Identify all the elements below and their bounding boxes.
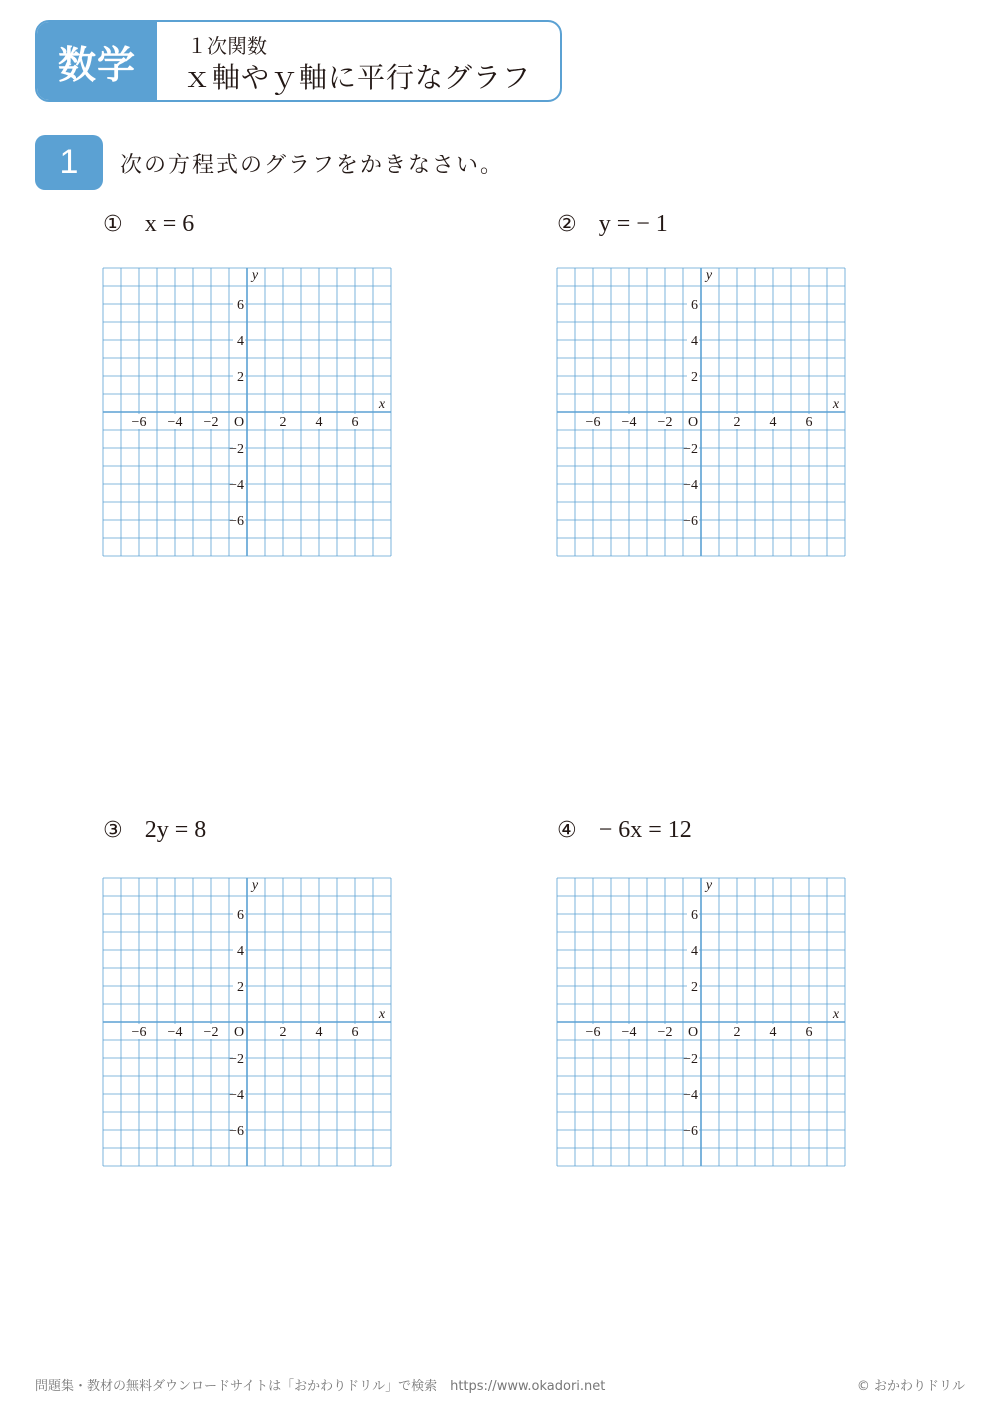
problem-2 — [557, 211, 668, 238]
coordinate-grid[interactable] — [557, 268, 845, 556]
question-instruction: 次の方程式のグラフをかきなさい。 — [120, 153, 505, 178]
topic-title: ｘ軸やｙ軸に平行なグラフ — [183, 61, 532, 94]
subject-label: 数学 — [37, 22, 157, 100]
x-tick-label: 4 — [315, 1025, 323, 1040]
x-tick-label: 6 — [805, 415, 813, 430]
x-tick-label: −2 — [657, 1025, 673, 1040]
problem-number: ③ — [103, 818, 123, 843]
origin-label: O — [233, 1025, 245, 1040]
y-tick-label: 6 — [237, 298, 244, 313]
x-tick-label: 4 — [769, 1025, 777, 1040]
x-tick-label: −6 — [131, 1025, 147, 1040]
x-axis-label: x — [378, 397, 386, 412]
y-tick-label: 2 — [691, 980, 698, 995]
y-tick-label: −2 — [683, 442, 698, 457]
y-tick-label: 4 — [237, 334, 244, 349]
problem-number: ② — [557, 212, 577, 237]
y-tick-label: −6 — [683, 514, 698, 529]
origin-label: O — [687, 1025, 699, 1040]
origin-label: O — [233, 415, 245, 430]
x-tick-label: −4 — [167, 415, 183, 430]
origin-label: O — [687, 415, 699, 430]
x-tick-label: −6 — [585, 415, 601, 430]
problem-3 — [103, 817, 206, 844]
y-tick-label: −4 — [683, 1088, 698, 1103]
y-tick-label: 4 — [691, 334, 698, 349]
problem-number: ① — [103, 212, 123, 237]
y-tick-label: −6 — [229, 1124, 244, 1139]
footer-copyright: © おかわりドリル — [856, 1379, 965, 1394]
y-axis-label: y — [251, 268, 259, 283]
x-axis-label: x — [378, 1007, 386, 1022]
x-axis-label: x — [832, 1007, 840, 1022]
problem-equation: − 6x = 12 — [598, 817, 692, 843]
x-tick-label: −4 — [621, 1025, 637, 1040]
y-tick-label: −2 — [229, 1052, 244, 1067]
y-tick-label: −2 — [229, 442, 244, 457]
y-tick-label: −4 — [229, 1088, 244, 1103]
x-tick-label: −6 — [131, 415, 147, 430]
problem-number: ④ — [557, 818, 577, 843]
y-tick-label: 6 — [691, 298, 698, 313]
y-tick-label: −4 — [683, 478, 698, 493]
y-tick-label: 6 — [691, 908, 698, 923]
x-tick-label: −2 — [657, 415, 673, 430]
x-tick-label: −4 — [621, 415, 637, 430]
x-axis-label: x — [832, 397, 840, 412]
coordinate-grid[interactable] — [103, 878, 391, 1166]
y-tick-label: −6 — [683, 1124, 698, 1139]
y-tick-label: 6 — [237, 908, 244, 923]
y-tick-label: 4 — [237, 944, 244, 959]
coordinate-grid[interactable] — [557, 878, 845, 1166]
coordinate-grid[interactable] — [103, 268, 391, 556]
x-tick-label: −2 — [203, 1025, 219, 1040]
footer-site-info: 問題集・教材の無料ダウンロードサイトは「おかわりドリル」で検索 https://www.okadori.net — [35, 1379, 606, 1394]
unit-title: １次関数 — [187, 34, 267, 58]
question-number-badge: 1 — [35, 135, 103, 190]
problem-equation: x = 6 — [144, 211, 195, 237]
x-tick-label: 2 — [733, 415, 741, 430]
problem-equation: y = − 1 — [598, 211, 668, 237]
x-tick-label: 6 — [351, 415, 359, 430]
y-tick-label: 2 — [237, 370, 244, 385]
y-tick-label: −2 — [683, 1052, 698, 1067]
problem-4 — [557, 817, 692, 844]
x-tick-label: 4 — [769, 415, 777, 430]
y-axis-label: y — [705, 268, 713, 283]
y-tick-label: 2 — [237, 980, 244, 995]
y-axis-label: y — [251, 878, 259, 893]
y-tick-label: 4 — [691, 944, 698, 959]
x-tick-label: −4 — [167, 1025, 183, 1040]
x-tick-label: −6 — [585, 1025, 601, 1040]
x-tick-label: −2 — [203, 415, 219, 430]
x-tick-label: 2 — [279, 415, 287, 430]
x-tick-label: 2 — [279, 1025, 287, 1040]
problem-1 — [103, 211, 194, 238]
y-tick-label: 2 — [691, 370, 698, 385]
x-tick-label: 2 — [733, 1025, 741, 1040]
title-header — [35, 20, 562, 102]
x-tick-label: 6 — [351, 1025, 359, 1040]
x-tick-label: 6 — [805, 1025, 813, 1040]
y-tick-label: −4 — [229, 478, 244, 493]
problem-equation: 2y = 8 — [144, 817, 207, 843]
x-tick-label: 4 — [315, 415, 323, 430]
y-axis-label: y — [705, 878, 713, 893]
y-tick-label: −6 — [229, 514, 244, 529]
